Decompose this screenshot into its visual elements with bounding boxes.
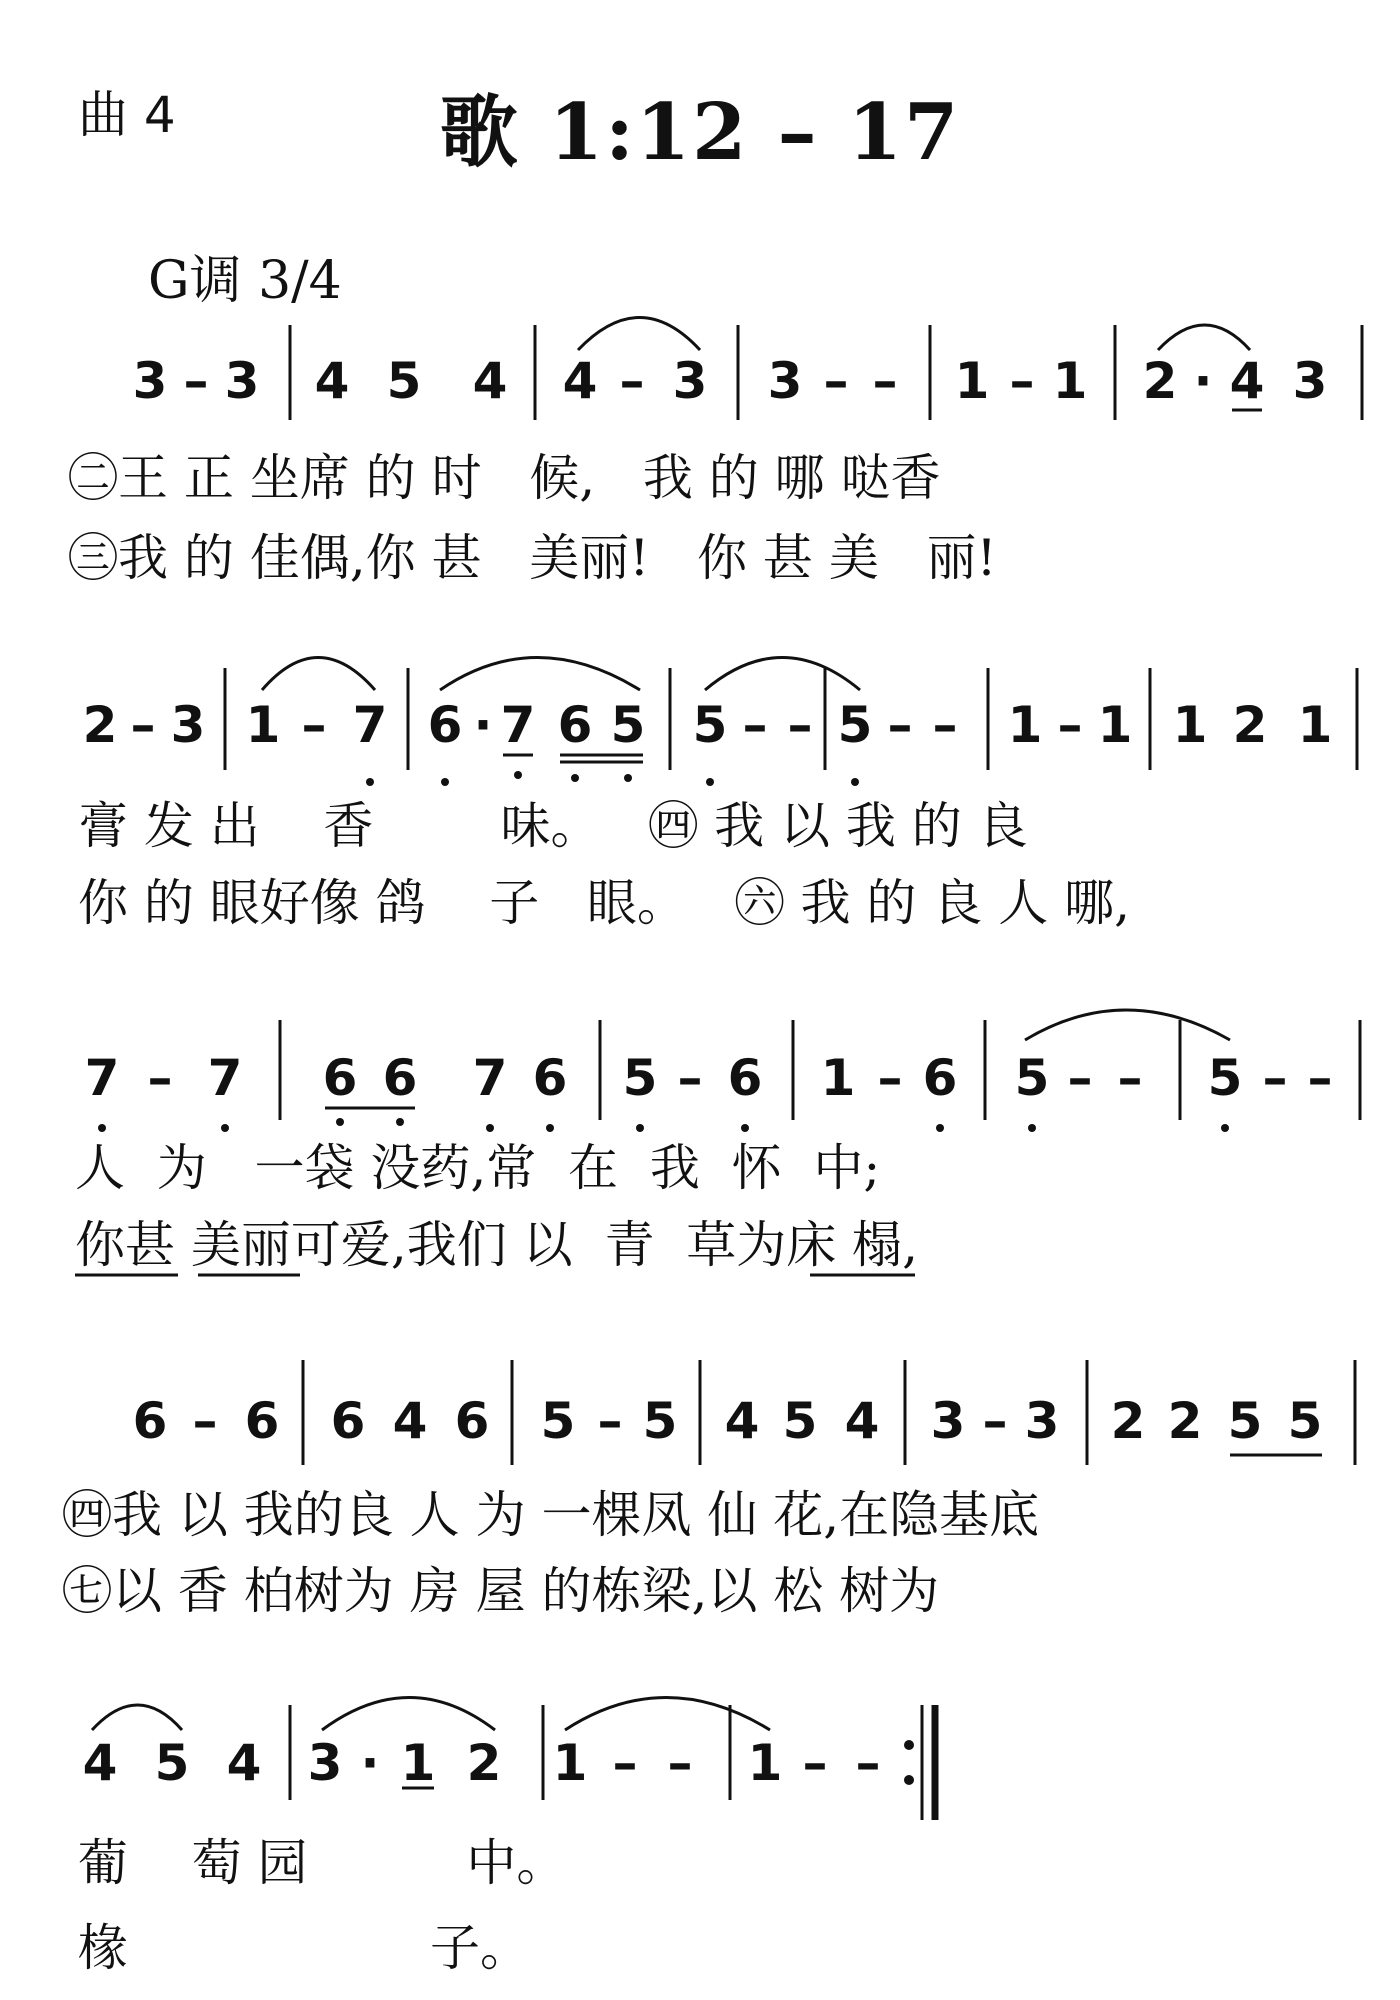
note: – (192, 1392, 218, 1450)
lyric-line: ㊃我 以 我的良 人 为 一棵凤 仙 花,在隐基底 (62, 1486, 1040, 1544)
note: 5 (622, 1049, 658, 1107)
note: – (932, 696, 958, 754)
low-octave-dot (571, 774, 579, 782)
note: 1 (954, 352, 990, 410)
note: 1 (400, 1734, 436, 1792)
note: 5 (154, 1734, 190, 1792)
song-number: 曲 4 (78, 86, 176, 144)
note: 6 (532, 1049, 568, 1107)
note: 3 (132, 352, 168, 410)
note: 1 (1007, 696, 1043, 754)
note: 4 (472, 352, 508, 410)
note: 3 (224, 352, 260, 410)
note: 2 (1110, 1392, 1146, 1450)
note: 1 (552, 1734, 588, 1792)
low-octave-dot (221, 1124, 229, 1132)
note: 4 (724, 1392, 760, 1450)
note: 5 (1014, 1049, 1050, 1107)
note: 6 (922, 1049, 958, 1107)
note: 2 (1167, 1392, 1203, 1450)
note: 6 (454, 1392, 490, 1450)
lyric-line: 椽 子。 (78, 1919, 530, 1977)
slur (1158, 325, 1250, 350)
note: 3 (170, 696, 206, 754)
lyric-line: ㊂我 的 佳偶,你 甚 美丽! 你 甚 美 丽! (68, 529, 997, 587)
note: 6 (427, 696, 463, 754)
note: 6 (322, 1049, 358, 1107)
low-octave-dot (741, 1124, 749, 1132)
note: – (130, 696, 156, 754)
note: 4 (392, 1392, 428, 1450)
note: 5 (692, 696, 728, 754)
note: 1 (1172, 696, 1208, 754)
low-octave-dot (1028, 1124, 1036, 1132)
note: 5 (540, 1392, 576, 1450)
slur (578, 318, 700, 351)
slur (1025, 1010, 1230, 1040)
note: 7 (207, 1049, 243, 1107)
note: – (982, 1392, 1008, 1450)
note: 4 (562, 352, 598, 410)
note: 4 (226, 1734, 262, 1792)
note: 5 (1227, 1392, 1263, 1450)
note: – (597, 1392, 623, 1450)
note: – (742, 696, 768, 754)
low-octave-dot (514, 771, 522, 779)
note: 2 (1232, 696, 1268, 754)
slur (705, 658, 860, 691)
low-octave-dot (851, 778, 859, 786)
note: 1 (1297, 696, 1333, 754)
note: – (872, 352, 898, 410)
note: 4 (314, 352, 350, 410)
slur (322, 1698, 495, 1731)
low-octave-dot (396, 1118, 404, 1126)
low-octave-dot (546, 1124, 554, 1132)
note: 6 (382, 1049, 418, 1107)
note: · (1193, 352, 1213, 410)
note: 1 (245, 696, 281, 754)
note: – (802, 1734, 828, 1792)
key-signature: G调 3/4 (148, 251, 342, 311)
low-octave-dot (441, 778, 449, 786)
note: – (1117, 1049, 1143, 1107)
slur (565, 1698, 770, 1731)
slur (440, 658, 640, 691)
note: 3 (1292, 352, 1328, 410)
note: – (667, 1734, 693, 1792)
low-octave-dot (486, 1124, 494, 1132)
note: – (787, 696, 813, 754)
low-octave-dot (706, 778, 714, 786)
lyric-line: 人 为 一袋 没药,常 在 我 怀 中; (75, 1139, 881, 1197)
low-octave-dot (1221, 1124, 1229, 1132)
note: 3 (672, 352, 708, 410)
note: 4 (82, 1734, 118, 1792)
note: 5 (1287, 1392, 1323, 1450)
note: – (612, 1734, 638, 1792)
slur (262, 658, 375, 691)
repeat-dot (904, 1775, 914, 1785)
note: – (823, 352, 849, 410)
repeat-dot (904, 1740, 914, 1750)
note: – (183, 352, 209, 410)
note: – (877, 1049, 903, 1107)
low-octave-dot (636, 1124, 644, 1132)
note: 6 (727, 1049, 763, 1107)
note: · (360, 1734, 380, 1792)
note: – (887, 696, 913, 754)
note: 7 (84, 1049, 120, 1107)
note: 7 (352, 696, 388, 754)
lyric-line: 膏 发 出 香 味。 ㊃ 我 以 我 的 良 (78, 797, 1028, 855)
note: 5 (610, 696, 646, 754)
note: – (677, 1049, 703, 1107)
note: – (619, 352, 645, 410)
note: – (855, 1734, 881, 1792)
low-octave-dot (98, 1124, 106, 1132)
note: 3 (307, 1734, 343, 1792)
note: – (1057, 696, 1083, 754)
note: 5 (782, 1392, 818, 1450)
note: 5 (837, 696, 873, 754)
note: 3 (767, 352, 803, 410)
note: 2 (82, 696, 118, 754)
note: – (301, 696, 327, 754)
low-octave-dot (336, 1118, 344, 1126)
lyric-line: ㊁王 正 坐席 的 时 候, 我 的 哪 哒香 (68, 449, 941, 507)
note: 7 (500, 696, 536, 754)
low-octave-dot (366, 778, 374, 786)
note: 6 (557, 696, 593, 754)
note: 6 (330, 1392, 366, 1450)
note: 4 (1229, 352, 1265, 410)
note: 1 (820, 1049, 856, 1107)
low-octave-dot (624, 774, 632, 782)
note: 5 (642, 1392, 678, 1450)
note: 5 (386, 352, 422, 410)
lyric-line: 你 的 眼好像 鸽 子 眼。 ㊅ 我 的 良 人 哪, (78, 874, 1130, 932)
page-title: 歌 1:12 – 17 (439, 87, 961, 178)
note: 6 (132, 1392, 168, 1450)
note: 1 (1052, 352, 1088, 410)
note: 1 (1097, 696, 1133, 754)
note: – (1067, 1049, 1093, 1107)
note: 3 (930, 1392, 966, 1450)
lyric-line: 葡 萄 园 中。 (78, 1834, 567, 1892)
note: 1 (747, 1734, 783, 1792)
note: 2 (466, 1734, 502, 1792)
note: · (473, 696, 493, 754)
note: 7 (472, 1049, 508, 1107)
lyric-line: 你甚 美丽可爱,我们 以 青 草为床 榻, (75, 1216, 919, 1274)
slur (92, 1705, 182, 1730)
note: 4 (844, 1392, 880, 1450)
low-octave-dot (936, 1124, 944, 1132)
note: – (147, 1049, 173, 1107)
lyrics-layer (62, 449, 1130, 1977)
lyric-line: ㊆以 香 柏树为 房 屋 的栋梁,以 松 树为 (62, 1562, 940, 1620)
note: – (1307, 1049, 1333, 1107)
note: 2 (1142, 352, 1178, 410)
note: 6 (244, 1392, 280, 1450)
note: 5 (1207, 1049, 1243, 1107)
note: – (1262, 1049, 1288, 1107)
note: 3 (1024, 1392, 1060, 1450)
note: – (1009, 352, 1035, 410)
